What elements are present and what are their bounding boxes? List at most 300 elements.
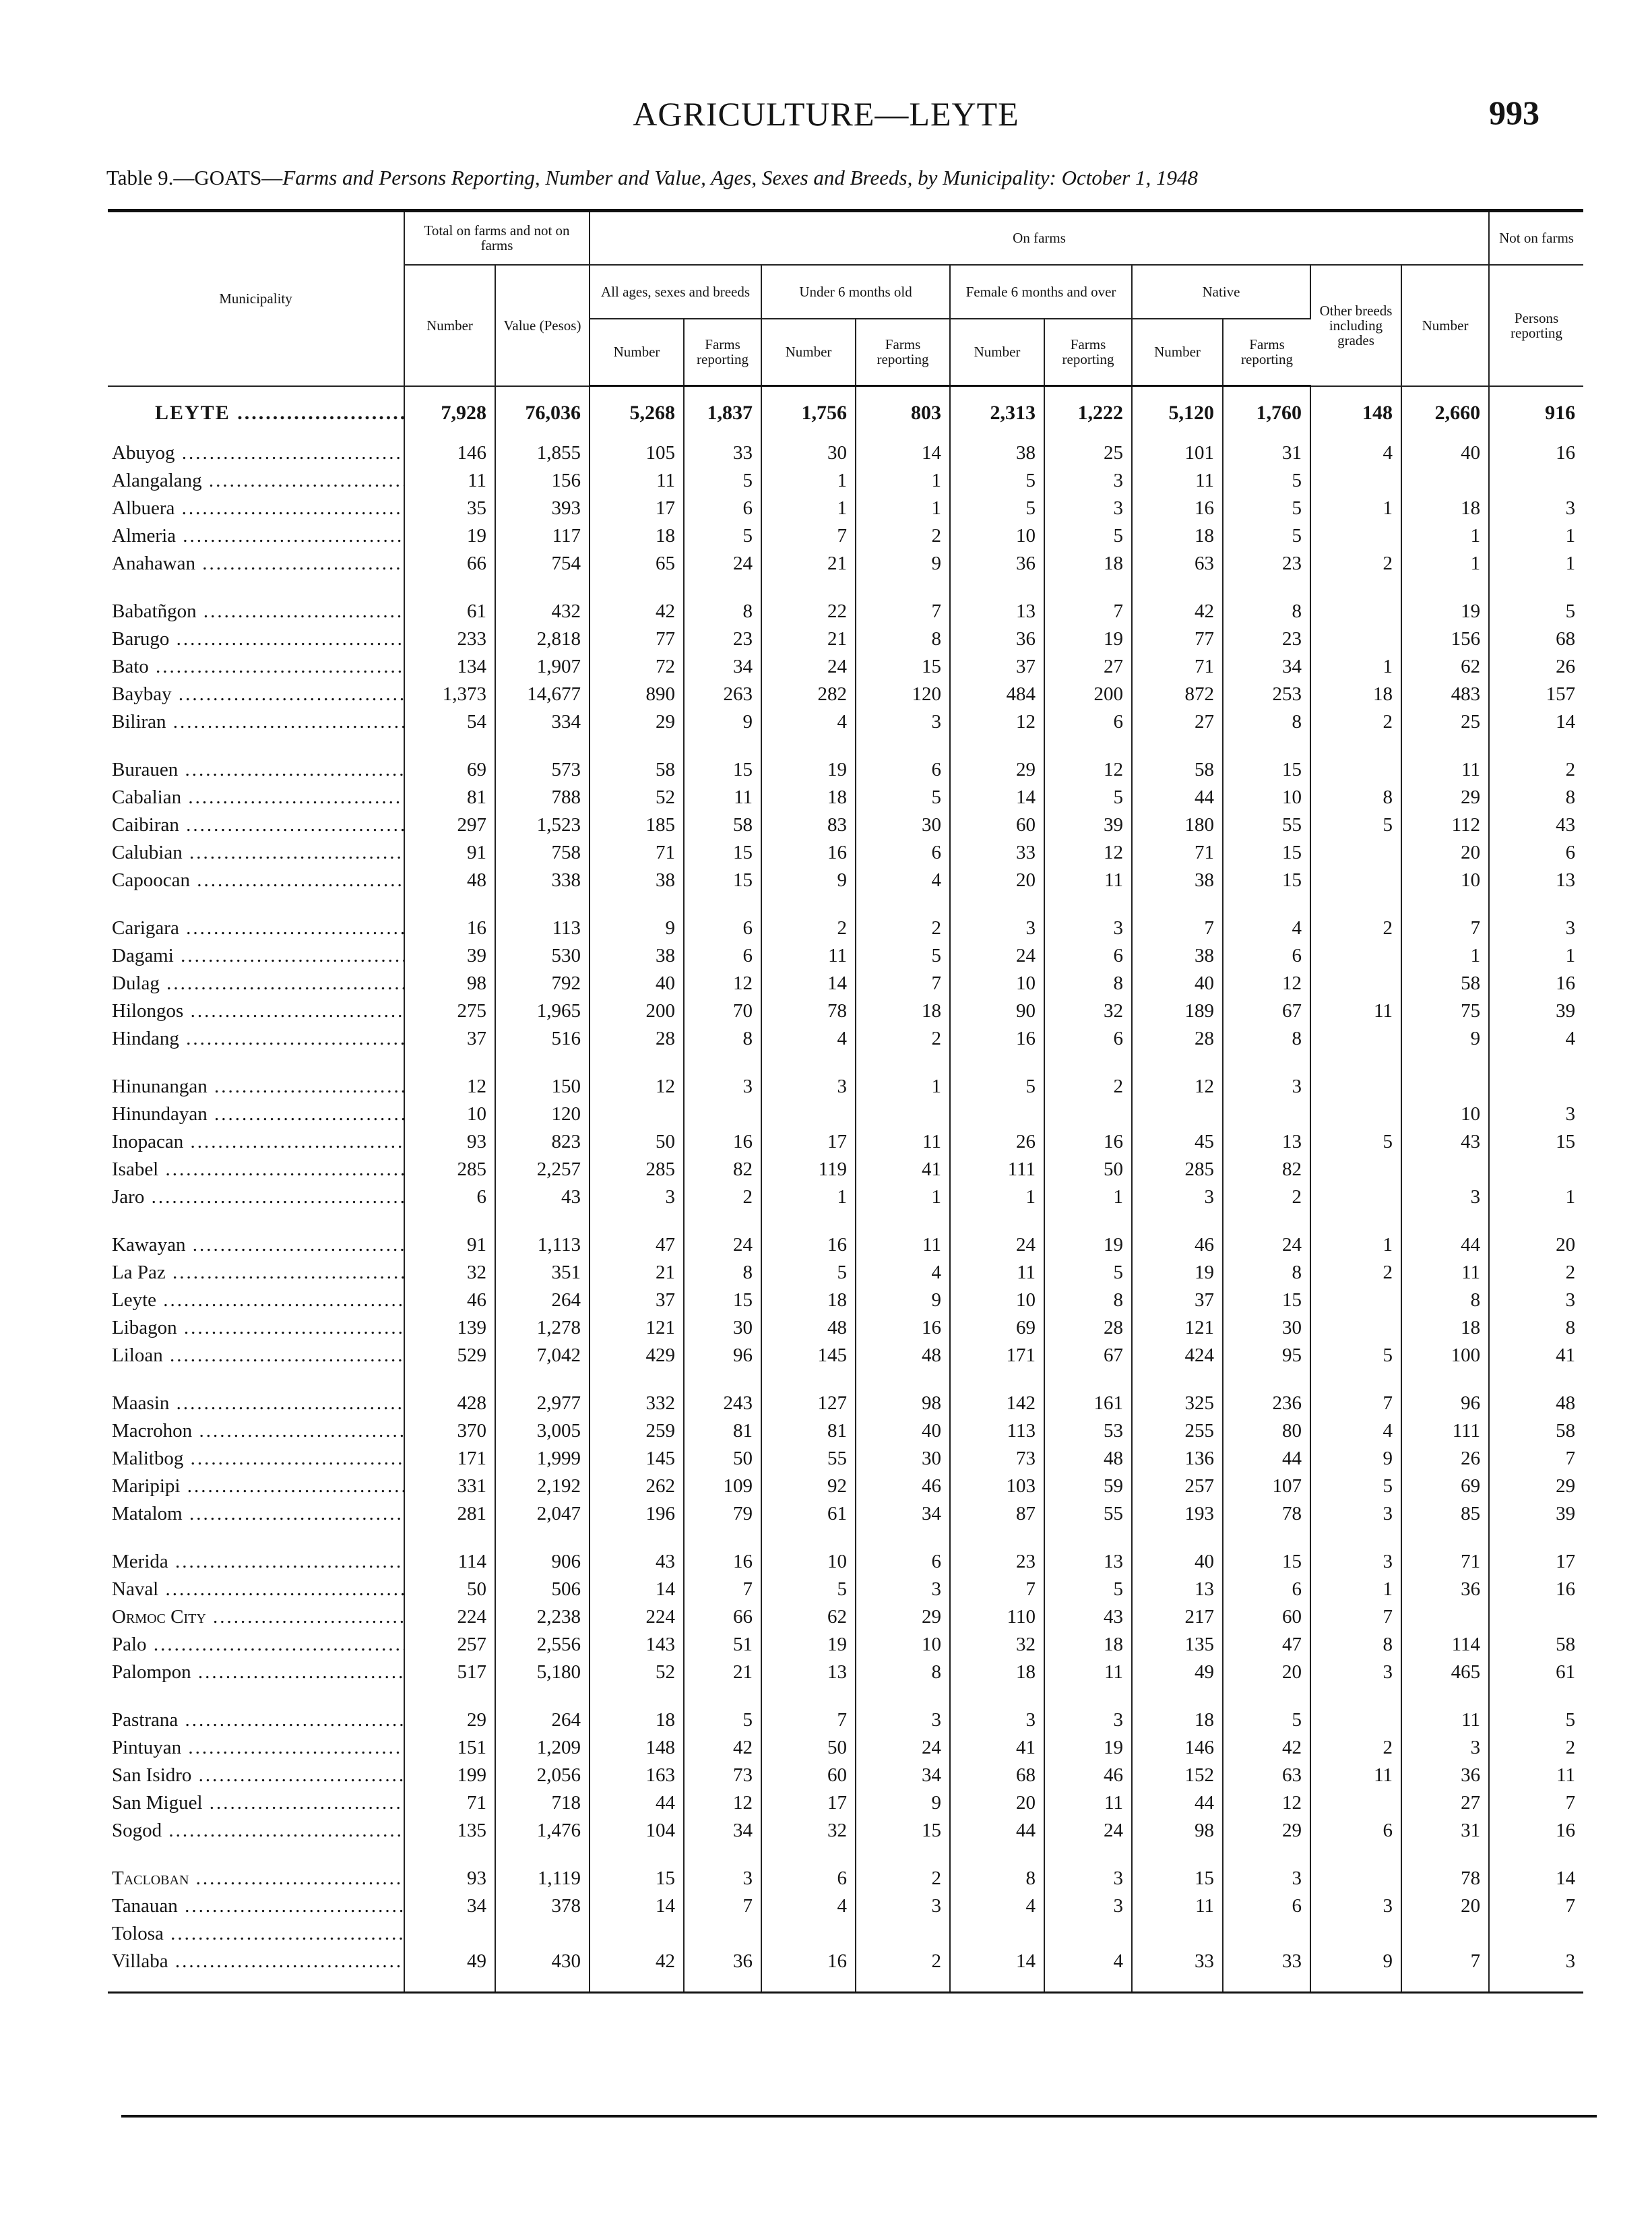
value-cell: 19 <box>761 1631 856 1659</box>
value-cell: 257 <box>1132 1473 1223 1500</box>
value-cell: 2 <box>1565 759 1576 780</box>
value-cell: 58 <box>1556 1420 1576 1442</box>
spacer-cell <box>684 1211 761 1231</box>
value-cell: 44 <box>1132 1789 1223 1817</box>
value-cell: 1 <box>1310 1576 1401 1603</box>
spacer-cell <box>1223 894 1310 915</box>
value-cell: 38 <box>1132 942 1223 970</box>
value-cell: 103 <box>950 1473 1044 1500</box>
table-row <box>108 1156 1583 1183</box>
value-cell: 6 <box>1310 1817 1401 1845</box>
spacer-cell <box>950 736 1044 756</box>
municipality-cell: Inopacan ..... <box>108 1128 404 1156</box>
municipality-cell: Biliran ..... <box>108 708 404 736</box>
value-cell: 14 <box>590 1892 684 1920</box>
value-cell: 2 <box>856 915 950 942</box>
value-cell: 151 <box>404 1734 495 1762</box>
value-cell: 2 <box>1310 1734 1401 1762</box>
header-persons-reporting: Persons reporting <box>1489 265 1583 386</box>
value-cell: 5 <box>1044 784 1132 811</box>
municipality-cell: Cabalian ..... <box>108 784 404 811</box>
value-cell: 189 <box>1132 997 1223 1025</box>
value-cell: 78 <box>1401 1865 1489 1892</box>
value-cell: 11 <box>1132 1892 1223 1920</box>
value-cell: 96 <box>1401 1390 1489 1417</box>
value-cell: 14,677 <box>495 681 590 708</box>
value-cell: 2 <box>761 915 856 942</box>
value-cell: 19 <box>1044 1231 1132 1259</box>
table-row <box>108 1073 1583 1101</box>
table-row <box>108 1548 1583 1576</box>
value-cell: 93 <box>404 1865 495 1892</box>
municipality-cell: Maasin ..... <box>108 1390 404 1417</box>
value-cell: 121 <box>590 1314 684 1342</box>
value-cell: 53 <box>1044 1417 1132 1445</box>
value-cell: 16 <box>856 1314 950 1342</box>
value-cell: 16 <box>950 1025 1044 1053</box>
value-cell: 10 <box>950 1287 1044 1314</box>
value-cell: 253 <box>1223 681 1310 708</box>
table-row <box>108 708 1583 736</box>
value-cell: 185 <box>590 811 684 839</box>
spacer-cell <box>404 1369 495 1390</box>
value-cell: 5 <box>1044 522 1132 550</box>
value-cell: 83 <box>761 811 856 839</box>
spacer-cell <box>761 1686 856 1706</box>
value-cell: 19 <box>1044 1734 1132 1762</box>
value-cell: 17 <box>761 1789 856 1817</box>
value-cell: 430 <box>495 1948 590 1975</box>
municipality-cell: LEYTE ..... <box>108 386 404 440</box>
value-cell: 1 <box>1401 522 1489 550</box>
value-cell: 26 <box>1556 656 1576 677</box>
value-cell: 9 <box>684 708 761 736</box>
value-cell: 9 <box>761 867 856 894</box>
value-cell: 34 <box>684 1817 761 1845</box>
table-row <box>108 1128 1583 1156</box>
value-cell <box>761 1920 856 1948</box>
value-cell: 2 <box>856 1865 950 1892</box>
spacer-cell <box>1489 1211 1583 1231</box>
value-cell: 135 <box>404 1817 495 1845</box>
value-cell: 15 <box>684 839 761 867</box>
value-cell: 121 <box>1132 1314 1223 1342</box>
value-cell: 76,036 <box>495 386 590 440</box>
value-cell: 16 <box>404 915 495 942</box>
value-cell: 193 <box>1132 1500 1223 1528</box>
value-cell: 50 <box>761 1734 856 1762</box>
value-cell: 73 <box>950 1445 1044 1473</box>
value-cell: 40 <box>590 970 684 997</box>
value-cell: 1 <box>1565 1186 1576 1208</box>
value-cell: 264 <box>495 1706 590 1734</box>
table-row <box>108 439 1583 467</box>
value-cell: 87 <box>950 1500 1044 1528</box>
value-cell: 44 <box>950 1817 1044 1845</box>
value-cell: 6 <box>1044 942 1132 970</box>
value-cell: 46 <box>856 1473 950 1500</box>
value-cell <box>1489 1603 1583 1631</box>
value-cell: 2,056 <box>495 1762 590 1789</box>
spacer-cell <box>590 1686 684 1706</box>
value-cell <box>1401 1603 1489 1631</box>
spacer-cell <box>1401 736 1489 756</box>
table-caption <box>106 166 1589 190</box>
bottom-rule <box>121 2115 1597 2118</box>
value-cell: 484 <box>950 681 1044 708</box>
value-cell <box>1310 522 1401 550</box>
value-cell: 3 <box>1401 1183 1489 1211</box>
value-cell: 3 <box>856 1892 950 1920</box>
spacer-cell <box>1310 1845 1401 1865</box>
spacer-cell <box>495 894 590 915</box>
municipality-cell: Maripipi ..... <box>108 1473 404 1500</box>
value-cell: 5 <box>1223 1706 1310 1734</box>
value-cell: 2 <box>856 1948 950 1975</box>
value-cell: 1,907 <box>495 653 590 681</box>
value-cell: 41 <box>856 1156 950 1183</box>
value-cell: 50 <box>404 1576 495 1603</box>
value-cell: 32 <box>761 1817 856 1845</box>
spacer-cell <box>495 1369 590 1390</box>
value-cell: 16 <box>761 1948 856 1975</box>
municipality-cell: Palompon ..... <box>108 1659 404 1686</box>
table-row <box>108 653 1583 681</box>
value-cell: 66 <box>684 1603 761 1631</box>
value-cell: 21 <box>761 625 856 653</box>
value-cell: 16 <box>761 839 856 867</box>
value-cell: 55 <box>761 1445 856 1473</box>
spacer-cell <box>761 1369 856 1390</box>
spacer-cell <box>495 1845 590 1865</box>
value-cell: 18 <box>590 1706 684 1734</box>
spacer-cell <box>1310 1211 1401 1231</box>
value-cell: 72 <box>590 653 684 681</box>
spacer-cell <box>1401 1975 1489 1993</box>
value-cell: 3 <box>1401 1734 1489 1762</box>
value-cell: 10 <box>950 970 1044 997</box>
municipality-cell: Alangalang ..... <box>108 467 404 495</box>
table-row <box>108 1473 1583 1500</box>
value-cell: 36 <box>1401 1576 1489 1603</box>
municipality-cell: Malitbog ..... <box>108 1445 404 1473</box>
value-cell <box>404 1920 495 1948</box>
value-cell <box>684 1920 761 1948</box>
value-cell: 4 <box>1565 1028 1576 1049</box>
value-cell: 3,005 <box>495 1417 590 1445</box>
value-cell: 1 <box>761 1183 856 1211</box>
table-row <box>108 1314 1583 1342</box>
value-cell: 157 <box>1546 683 1576 705</box>
value-cell: 1,756 <box>761 386 856 440</box>
value-cell: 39 <box>1044 811 1132 839</box>
value-cell <box>1489 1156 1583 1183</box>
value-cell: 135 <box>1132 1631 1223 1659</box>
value-cell: 24 <box>1223 1231 1310 1259</box>
spacer-cell <box>950 1686 1044 1706</box>
value-cell: 24 <box>684 1231 761 1259</box>
value-cell: 1 <box>1044 1183 1132 1211</box>
value-cell: 12 <box>950 708 1044 736</box>
spacer-cell <box>590 894 684 915</box>
value-cell: 2 <box>1310 708 1401 736</box>
value-cell: 9 <box>1310 1948 1401 1975</box>
value-cell: 44 <box>1401 1231 1489 1259</box>
value-cell: 146 <box>1132 1734 1223 1762</box>
value-cell: 21 <box>684 1659 761 1686</box>
value-cell: 68 <box>1556 628 1576 650</box>
value-cell: 37 <box>404 1025 495 1053</box>
value-cell: 4 <box>1310 439 1401 467</box>
value-cell: 12 <box>1132 1073 1223 1101</box>
value-cell: 1 <box>856 1183 950 1211</box>
value-cell: 180 <box>1132 811 1223 839</box>
value-cell: 163 <box>590 1762 684 1789</box>
spacer-cell <box>1044 1686 1132 1706</box>
group-spacer <box>108 736 1583 756</box>
value-cell: 6 <box>856 1548 950 1576</box>
municipality-cell: Burauen ..... <box>108 756 404 784</box>
spacer-cell <box>108 1053 404 1073</box>
value-cell: 58 <box>590 756 684 784</box>
municipality-cell: Isabel ..... <box>108 1156 404 1183</box>
table-row <box>108 1948 1583 1975</box>
value-cell: 21 <box>590 1259 684 1287</box>
value-cell: 11 <box>1310 997 1401 1025</box>
value-cell: 325 <box>1132 1390 1223 1417</box>
spacer-cell <box>950 1211 1044 1231</box>
value-cell: 3 <box>1310 1659 1401 1686</box>
value-cell: 42 <box>590 598 684 625</box>
value-cell: 90 <box>950 997 1044 1025</box>
spacer-cell <box>761 1845 856 1865</box>
value-cell: 69 <box>404 756 495 784</box>
value-cell: 5 <box>761 1576 856 1603</box>
value-cell: 428 <box>404 1390 495 1417</box>
spacer-cell <box>856 1053 950 1073</box>
value-cell: 47 <box>1223 1631 1310 1659</box>
value-cell: 55 <box>1044 1500 1132 1528</box>
value-cell <box>1310 839 1401 867</box>
spacer-cell <box>108 1845 404 1865</box>
value-cell: 40 <box>1132 970 1223 997</box>
value-cell: 95 <box>1223 1342 1310 1369</box>
value-cell: 1 <box>856 467 950 495</box>
table-row <box>108 1603 1583 1631</box>
value-cell: 77 <box>590 625 684 653</box>
value-cell: 18 <box>590 522 684 550</box>
value-cell: 113 <box>495 915 590 942</box>
value-cell: 1,965 <box>495 997 590 1025</box>
value-cell: 15 <box>684 867 761 894</box>
value-cell: 12 <box>684 970 761 997</box>
value-cell: 101 <box>1132 439 1223 467</box>
value-cell: 18 <box>1132 522 1223 550</box>
value-cell: 62 <box>761 1603 856 1631</box>
header-native-farms: Farms reporting <box>1223 319 1310 386</box>
value-cell: 18 <box>1044 1631 1132 1659</box>
value-cell: 11 <box>1310 1762 1401 1789</box>
spacer-cell <box>761 578 856 598</box>
value-cell: 1,837 <box>684 386 761 440</box>
value-cell: 30 <box>856 811 950 839</box>
value-cell: 8 <box>856 625 950 653</box>
value-cell: 224 <box>590 1603 684 1631</box>
value-cell <box>1310 1025 1401 1053</box>
value-cell: 62 <box>1401 653 1489 681</box>
table-row <box>108 811 1583 839</box>
municipality-cell: Palo ..... <box>108 1631 404 1659</box>
value-cell: 1 <box>1565 553 1576 574</box>
spacer-cell <box>950 578 1044 598</box>
value-cell: 2,818 <box>495 625 590 653</box>
value-cell: 10 <box>856 1631 950 1659</box>
value-cell: 1 <box>950 1183 1044 1211</box>
municipality-cell: Jaro ..... <box>108 1183 404 1211</box>
value-cell: 78 <box>1223 1500 1310 1528</box>
value-cell: 7 <box>1565 1448 1576 1469</box>
municipality-cell: Capoocan ..... <box>108 867 404 894</box>
value-cell: 20 <box>950 1789 1044 1817</box>
value-cell: 9 <box>1310 1445 1401 1473</box>
value-cell: 13 <box>1044 1548 1132 1576</box>
value-cell: 8 <box>1310 1631 1401 1659</box>
value-cell: 44 <box>1223 1445 1310 1473</box>
value-cell: 3 <box>856 1706 950 1734</box>
value-cell: 7 <box>1310 1603 1401 1631</box>
value-cell: 37 <box>590 1287 684 1314</box>
value-cell: 19 <box>1401 598 1489 625</box>
value-cell: 7 <box>1565 1792 1576 1814</box>
value-cell <box>1401 467 1489 495</box>
value-cell <box>1310 467 1401 495</box>
value-cell: 22 <box>761 598 856 625</box>
spacer-cell <box>1401 1211 1489 1231</box>
value-cell <box>856 1920 950 1948</box>
spacer-cell <box>1401 1053 1489 1073</box>
value-cell: 370 <box>404 1417 495 1445</box>
value-cell: 69 <box>950 1314 1044 1342</box>
table-row <box>108 970 1583 997</box>
spacer-cell <box>950 894 1044 915</box>
value-cell: 67 <box>1223 997 1310 1025</box>
value-cell: 6 <box>404 1183 495 1211</box>
value-cell: 8 <box>1565 786 1576 808</box>
municipality-cell: Ormoc City ..... <box>108 1603 404 1631</box>
value-cell: 15 <box>1556 1131 1576 1152</box>
value-cell <box>1310 1314 1401 1342</box>
value-cell: 10 <box>1401 867 1489 894</box>
municipality-cell: Hilongos ..... <box>108 997 404 1025</box>
value-cell: 29 <box>856 1603 950 1631</box>
value-cell: 1 <box>1565 945 1576 966</box>
value-cell: 11 <box>1132 467 1223 495</box>
spacer-cell <box>761 1211 856 1231</box>
value-cell: 7 <box>1310 1390 1401 1417</box>
spacer-cell <box>590 1845 684 1865</box>
spacer-cell <box>108 736 404 756</box>
spacer-cell <box>684 1686 761 1706</box>
value-cell: 34 <box>404 1892 495 1920</box>
value-cell: 37 <box>950 653 1044 681</box>
value-cell: 77 <box>1132 625 1223 653</box>
value-cell: 11 <box>684 784 761 811</box>
value-cell: 20 <box>950 867 1044 894</box>
value-cell: 32 <box>1044 997 1132 1025</box>
value-cell: 75 <box>1401 997 1489 1025</box>
value-cell: 259 <box>590 1417 684 1445</box>
header-native-number: Number <box>1132 319 1223 386</box>
page-number: 993 <box>1489 94 1539 131</box>
value-cell: 43 <box>1556 814 1576 836</box>
value-cell: 48 <box>856 1342 950 1369</box>
value-cell: 7 <box>684 1576 761 1603</box>
value-cell: 7 <box>1401 1948 1489 1975</box>
value-cell: 113 <box>950 1417 1044 1445</box>
value-cell: 63 <box>1132 550 1223 578</box>
value-cell: 29 <box>1556 1475 1576 1497</box>
value-cell: 506 <box>495 1576 590 1603</box>
municipality-cell: Hinunangan ..... <box>108 1073 404 1101</box>
table-row <box>108 1417 1583 1445</box>
value-cell: 334 <box>495 708 590 736</box>
value-cell: 8 <box>1044 1287 1132 1314</box>
value-cell: 282 <box>761 681 856 708</box>
value-cell: 5 <box>950 467 1044 495</box>
value-cell: 146 <box>404 439 495 467</box>
municipality-cell: Villaba ..... <box>108 1948 404 1975</box>
value-cell: 48 <box>761 1314 856 1342</box>
value-cell: 24 <box>684 550 761 578</box>
value-cell: 5 <box>1310 811 1401 839</box>
value-cell: 17 <box>761 1128 856 1156</box>
value-cell: 7 <box>761 522 856 550</box>
municipality-cell: Hinundayan ..... <box>108 1101 404 1128</box>
table-row <box>108 467 1583 495</box>
value-cell: 1,373 <box>404 681 495 708</box>
spacer-cell <box>1132 736 1223 756</box>
value-cell: 20 <box>1401 839 1489 867</box>
value-cell: 3 <box>684 1865 761 1892</box>
value-cell: 12 <box>404 1073 495 1101</box>
value-cell: 11 <box>1556 1764 1576 1786</box>
spacer-cell <box>1044 1211 1132 1231</box>
value-cell: 2,660 <box>1401 386 1489 440</box>
value-cell: 3 <box>1132 1183 1223 1211</box>
spacer-cell <box>1132 1211 1223 1231</box>
group-spacer <box>108 1211 1583 1231</box>
value-cell: 530 <box>495 942 590 970</box>
group-spacer <box>108 1686 1583 1706</box>
value-cell: 36 <box>684 1948 761 1975</box>
value-cell: 4 <box>950 1892 1044 1920</box>
value-cell: 48 <box>1556 1392 1576 1414</box>
value-cell: 5,268 <box>590 386 684 440</box>
value-cell: 255 <box>1132 1417 1223 1445</box>
spacer-cell <box>1401 1528 1489 1548</box>
value-cell: 15 <box>590 1865 684 1892</box>
value-cell: 33 <box>1223 1948 1310 1975</box>
value-cell: 33 <box>950 839 1044 867</box>
value-cell: 297 <box>404 811 495 839</box>
value-cell: 14 <box>761 970 856 997</box>
value-cell: 33 <box>684 439 761 467</box>
value-cell: 48 <box>404 867 495 894</box>
value-cell: 263 <box>684 681 761 708</box>
spacer-cell <box>1044 1369 1132 1390</box>
spacer-cell <box>1489 894 1583 915</box>
spacer-cell <box>404 1686 495 1706</box>
